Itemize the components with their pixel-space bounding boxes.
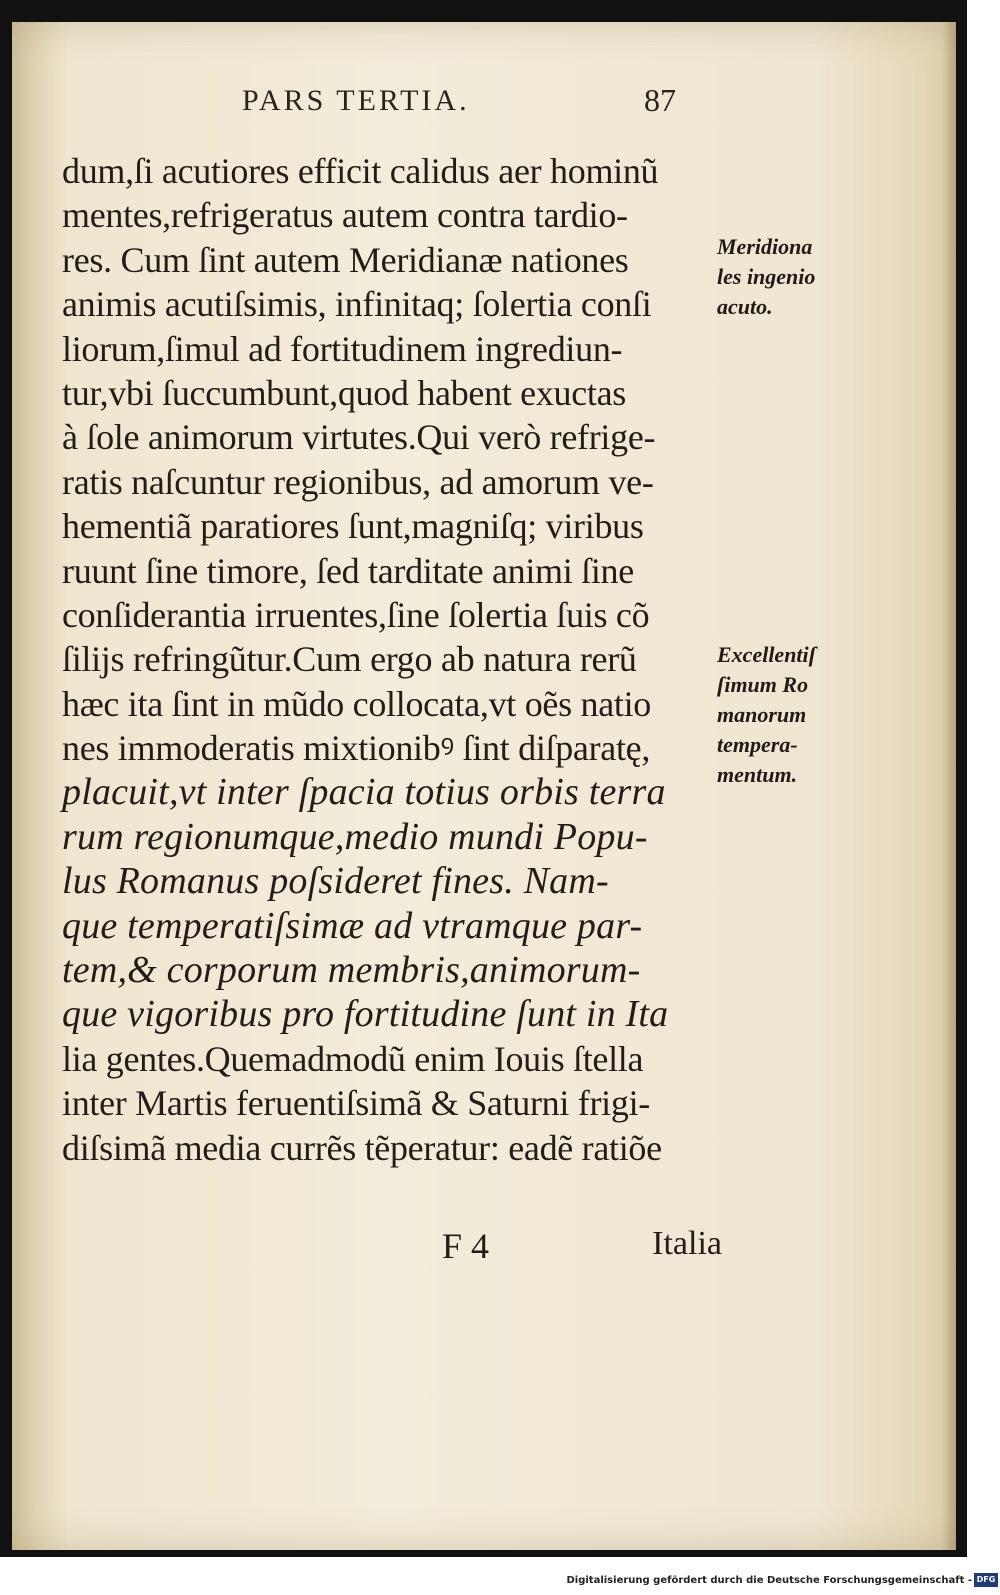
text-line: ruunt ſine timore, ſed tarditate animi ſine <box>62 550 634 591</box>
text-line: animis acutiſsimis, infinitaq; ſolertia conſi <box>62 284 652 325</box>
marginal-line: acuto. <box>717 294 773 319</box>
marginal-line: mentum. <box>717 762 798 787</box>
running-title: PARS TERTIA. <box>242 84 470 117</box>
text-line: à ſole animorum virtutes.Qui verò refrige- <box>62 417 656 458</box>
text-line: ſilijs refringũtur.Cum ergo ab natura rerũ <box>62 639 637 680</box>
text-line: dum,ſi acutiores efficit calidus aer hominũ <box>62 151 659 191</box>
catchword: Italia <box>652 1225 722 1262</box>
text-line: tem,& corporum membris,animorum- <box>62 949 641 992</box>
marginal-note-meridionales <box>717 232 867 322</box>
text-line: diſsimã media currẽs tẽperatur: eadẽ ratiõe <box>62 1127 662 1168</box>
text-line: placuit,vt inter ſpacia totius orbis terra <box>62 771 666 814</box>
text-line: que vigoribus pro fortitudine ſunt in Ita <box>62 993 669 1036</box>
marginal-line: tempera- <box>717 732 798 757</box>
text-line: mentes,refrigeratus autem contra tardio- <box>62 195 628 236</box>
page-number: 87 <box>644 82 676 118</box>
running-head <box>242 80 682 130</box>
text-line: inter Martis feruentiſsimã & Saturni frigi- <box>62 1083 650 1124</box>
text-line: nes immoderatis mixtionibꝰ ſint diſparatę, <box>62 728 651 769</box>
text-line: hementiã paratiores ſunt,magniſq; viribus <box>62 506 644 547</box>
text-line: rum regionumque,medio mundi Popu- <box>62 815 648 858</box>
marginal-line: Meridiona <box>717 234 813 259</box>
text-line: lia gentes.Quemadmodũ enim Iouis ſtella <box>62 1038 644 1079</box>
text-line: ratis naſcuntur regionibus, ad amorum ve- <box>62 461 654 502</box>
marginal-line: les ingenio <box>717 264 816 289</box>
text-line: liorum,ſimul ad fortitudinem ingrediun- <box>62 328 623 369</box>
signature-mark: F 4 <box>442 1226 490 1266</box>
text-line: conſiderantia irruentes,ſine ſolertia ſuis cõ <box>62 594 650 635</box>
text-line: tur,vbi ſuccumbunt,quod habent exuctas <box>62 372 627 413</box>
marginal-note-romanorum <box>717 640 867 790</box>
marginal-line: ſimum Ro <box>717 672 809 697</box>
digitization-credit: Digitalisierung gefördert durch die Deutsche Forschungsgemeinschaft - <box>566 1575 972 1586</box>
text-line: que temperatiſsimæ ad vtramque par- <box>62 904 643 947</box>
book-page <box>12 22 956 1550</box>
catchwords <box>442 1225 722 1275</box>
main-text-block <box>62 149 712 1170</box>
text-line: lus Romanus poſsideret fines. Nam- <box>62 860 609 903</box>
marginal-line: manorum <box>717 702 807 727</box>
page-edge-shadow <box>942 22 956 1550</box>
text-line: hæc ita ſint in mũdo collocata,vt oẽs natio <box>62 683 651 724</box>
marginal-line: Excellentiſ <box>717 642 816 667</box>
dfg-logo: DFG <box>974 1573 998 1587</box>
text-line: res. Cum ſint autem Meridianæ nationes <box>62 239 629 280</box>
